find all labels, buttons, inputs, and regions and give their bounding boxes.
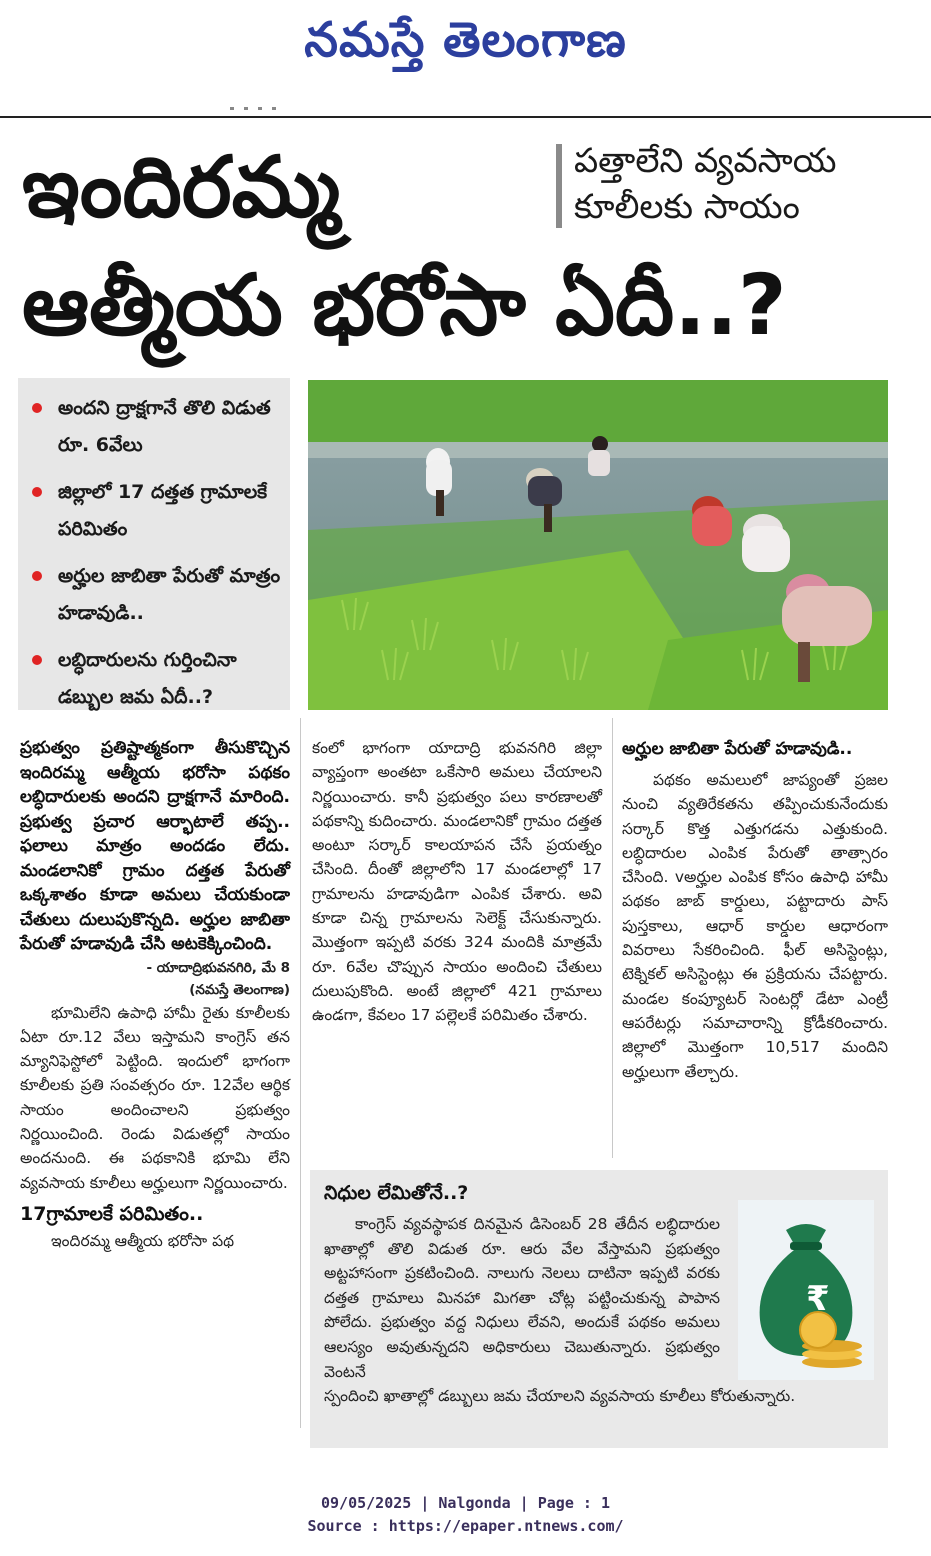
article-paragraph: ఇందిరమ్మ ఆత్మీయ భరోసా పథ [51,1231,235,1250]
article-paragraph: పథకం అమలులో జాప్యంతో ప్రజల నుంచి వ్యతిరేకతను తప్పించుకునేందుకు సర్కార్ కొత్త ఎత్తుగడను ఎత్తుకుంది. లబ్ధిదారుల ఎంపిక పేరుతో తాత్సారం చేసింది. vఅర్హుల ఎంపిక కోసం ఉపాధి హామీ పథకం జాబ్ కార్డులు, పట్టాదారు పాస్ పుస్తకాలు, ఆధార్ కార్డుల ఆధారంగా వివరాలు సేకరించింది. ఫీల్ అసిస్టెంట్లు, టెక్నికల్ అసిస్టెంట్లు ఈ ప్రక్రియను చేపట్టారు. మండల కంప్యూటర్ సెంటర్లో డేటా ఎంట్రీ ఆపరేటర్లు సమాచారాన్ని క్రోడీకరించారు. జిల్లాలో మొత్తంగా 10,517 మందిని అర్హులుగా తేల్చారు. [622,771,888,1081]
section-subheading: 17గ్రామాలకే పరిమితం.. [20,1202,204,1225]
article-paragraph: భూమిలేని ఉపాధి హామీ రైతు కూలీలకు ఏటా రూ.12 వేలు ఇస్తామని కాంగ్రెస్ తన మ్యానిఫెస్టోలో పెట్టింది. ఇందులో భాగంగా కూలీలకు ప్రతి సంవత్సరం రూ. 12వేల ఆర్థిక సాయం అందించాలని ప్రభుత్వం నిర్ణయించింది. రెండు విడుతల్లో సాయం అందనుంది. ఈ పథకానికి భూమి లేని వ్యవసాయ కూలీలు అర్హులుగా నిర్ణయించారు. [20,1003,290,1192]
highlight-item: జిల్లాలో 17 దత్తత గ్రామాలకే పరిమితం [32,474,282,548]
highlight-item: లబ్ధిదారులను గుర్తించినా డబ్బుల జమ ఏదీ..? [32,642,282,716]
bullet-icon [32,487,42,497]
footer-source-link[interactable]: Source : https://epaper.ntnews.com/ [307,1517,624,1535]
masthead-decoration [230,95,350,101]
subhead-bar [556,144,562,228]
funds-heading: నిధుల లేమితోనే..? [324,1182,469,1204]
paddy-field-photo [308,380,888,710]
article-paragraph: కంలో భాగంగా యాదాద్రి భువనగిరి జిల్లా వ్యాప్తంగా అంతటా ఒకేసారి అమలు చేయాలని నిర్ణయించారు. కానీ ప్రభుత్వం పలు కారణాలతో పథకాన్ని కుదించారు. మండలానికో గ్రామం దత్తత అంటూ సర్కార్ కాలయాపన చేసే ప్రయత్నం చేసింది. దీంతో జిల్లాలోని 17 మండలాల్లో 17 గ్రామాలను హడావుడిగా ఎంపిక చేశారు. అవి కూడా చిన్న గ్రామాలను సెలెక్ట్ చేసుకున్నారు. మొత్తంగా ఇప్పటి వరకు 324 మందికి మాత్రమే రూ. 6వేల చొప్పున సాయం అందించి చేతులు దులుపుకొంది. అంటే జిల్లాలో 421 గ్రామాలు ఉండగా, కేవలం 17 పల్లెలకే పరిమితం చేశారు. [312,739,602,1025]
article-column-3 [622,736,888,1084]
subheadline: పత్తాలేని వ్యవసాయ కూలీలకు సాయం [574,141,837,227]
highlights-box [18,378,290,710]
footer-edition-info: 09/05/2025 | Nalgonda | Page : 1 [321,1494,610,1512]
article-dateline-source: (నమస్తే తెలంగాణ) [189,981,290,998]
article-photo [308,380,888,710]
funds-box [310,1170,888,1448]
bullet-icon [32,571,42,581]
headline-line-1: ఇందిరమ్మ [22,138,341,236]
highlight-item: అందని ద్రాక్షగానే తొలి విడుత రూ. 6వేలు [32,390,282,464]
rupee-symbol: ₹ [806,1279,830,1319]
bullet-icon [32,403,42,413]
masthead-title: నమస్తే తెలంగాణ [304,12,627,68]
funds-paragraph: కాంగ్రెస్ వ్యవస్థాపక దినమైన డిసెంబర్ 28 తేదీన లబ్ధిదారుల ఖాతాల్లో తొలి విడుత రూ. ఆరు వేల వేస్తామని ప్రభుత్వం అట్టహాసంగా ప్రకటించింది. నాలుగు నెలలు దాటినా ఇప్పటి వరకు దత్తత గ్రామాలు మినహా మిగతా చోట్ల పట్టించుకున్న పాపాన పోలేదు. ప్రభుత్వం వద్ద నిధులు లేవని, అందుకే పథకం అమలు ఆలస్యం అవుతున్నదని అధికారులు చెబుతున్నారు. ప్రభుత్వం వెంటనే [324,1215,720,1381]
article-column-2 [312,736,602,1028]
article-dateline: - యాదాద్రిభువనగిరి, మే 8 [146,959,290,976]
highlight-item: అర్హుల జాబితా పేరుతో మాత్రం హడావుడి.. [32,558,282,632]
bullet-icon [32,655,42,665]
article-lead: ప్రభుత్వం ప్రతిష్టాత్మకంగా తీసుకొచ్చిన ఇందిరమ్మ ఆత్మీయ భరోసా పథకం లబ్ధిదారులకు అందని ద్రాక్షగానే మారింది. ప్రభుత్వ ప్రచార ఆర్భాటాలే తప్ప.. ఫలాలు మాత్రం అందడం లేదు. మండలానికో గ్రామం దత్తత పేరుతో ఒక్కశాతం కూడా అమలు చేయకుండా చేతులు దులుపుకొన్నది. అర్హుల జాబితా పేరుతో హడావుడి చేసి అటకెక్కించింది. [20,738,290,954]
funds-paragraph-tail: స్పందించి ఖాతాల్లో డబ్బులు జమ చేయాలని వ్యవసాయ కూలీలు కోరుతున్నారు. [324,1387,796,1406]
section-subheading: అర్హుల జాబితా పేరుతో హడావుడి.. [622,739,853,759]
column-divider [300,718,301,1428]
masthead-divider [0,116,931,118]
article-column-1 [20,736,290,1253]
money-bag-icon [738,1200,874,1380]
column-divider [612,718,613,1158]
headline-line-2: ఆత్మీయ భరోసా ఏదీ..? [22,256,787,354]
